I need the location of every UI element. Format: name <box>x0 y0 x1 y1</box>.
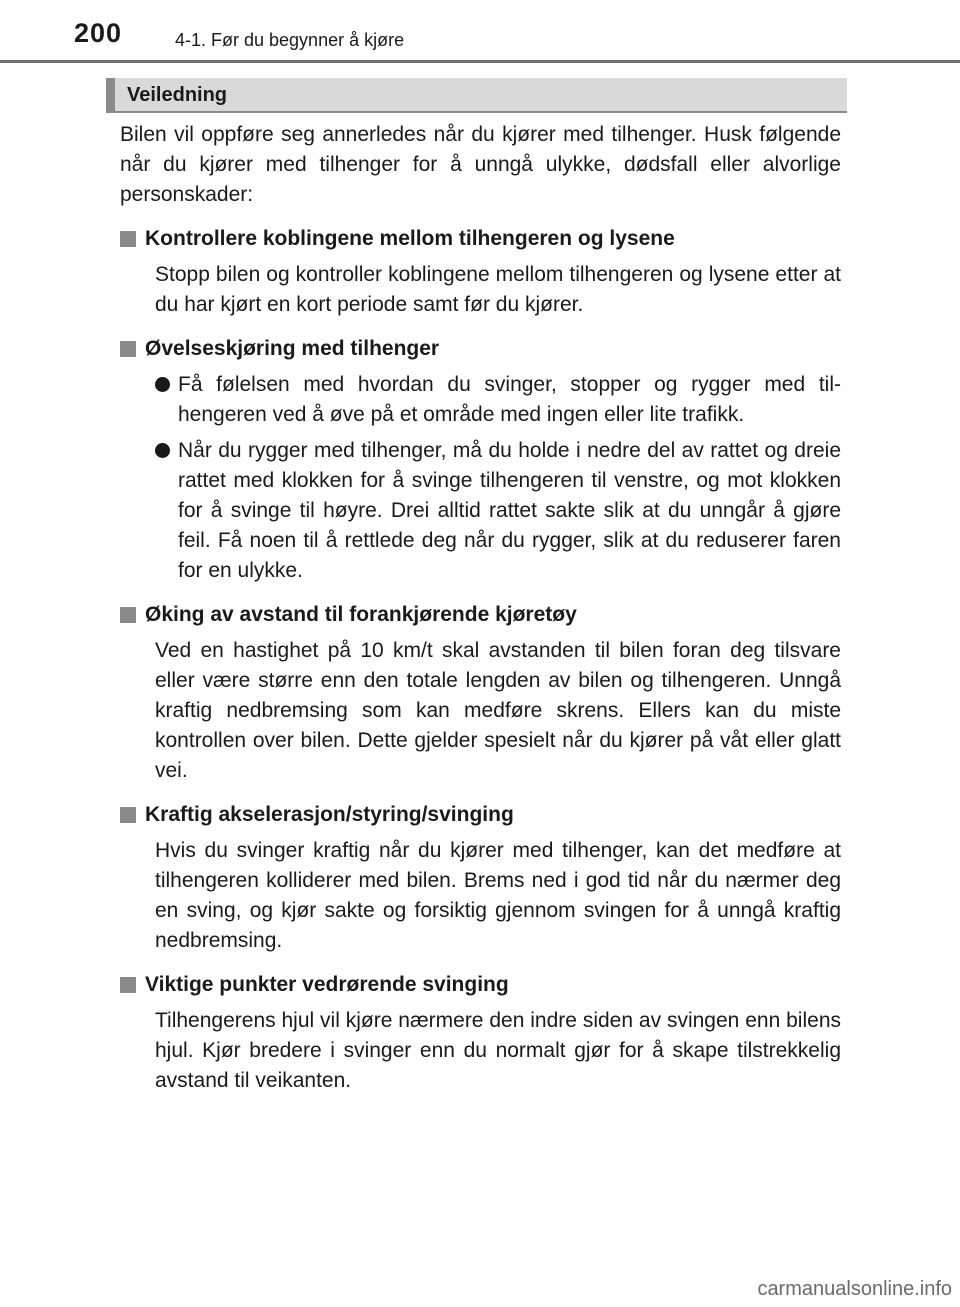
subsection-heading-text: Øvelseskjøring med tilhenger <box>145 337 440 360</box>
subsection-body: Tilhengerens hjul vil kjøre nærmere den indre siden av svingen enn bilens hjul. Kjør bredere i svinger enn du normalt gjør for å skape tilstrekkelig avstand til veikanten. <box>155 1009 841 1092</box>
list-item-text: Når du rygger med tilhenger, må du holde i nedre del av rattet og dreie rattet med klokken for å svinge tilhengeren til venstre, og mot klokken for å svinge til høyre. Drei alltid rattet sakte slik at du unngår å gjøre feil. Få noen til å rettlede deg når du rygger, slik at du reduserer faren for en ulykke. <box>178 439 841 582</box>
round-bullet-icon <box>155 443 170 458</box>
main-content <box>120 120 841 1110</box>
subsection-heading <box>120 600 841 630</box>
footer-watermark[interactable]: carmanualsonline.info <box>757 1278 952 1300</box>
subsection-heading-text: Viktige punkter vedrørende svinging <box>145 973 509 996</box>
subsection-heading-text: Øking av avstand til forankjørende kjøretøy <box>145 603 577 626</box>
subsection-heading-text: Kontrollere koblingene mellom tilhengeren og lysene <box>145 227 675 250</box>
square-bullet-icon <box>120 341 136 357</box>
page-header <box>0 0 960 64</box>
section-accent-bar <box>106 78 115 111</box>
subsection-heading <box>120 334 841 364</box>
subsection-heading <box>120 224 841 254</box>
subsection-heading <box>120 800 841 830</box>
list-item-text: Få følelsen med hvordan du svinger, stopper og rygger med tilhengeren ved å øve på et område med ingen eller lite trafikk. <box>178 373 841 426</box>
page-number: 200 <box>74 18 123 48</box>
section-title: Veiledning <box>127 84 228 106</box>
square-bullet-icon <box>120 807 136 823</box>
round-bullet-icon <box>155 377 170 392</box>
subsection-acceleration <box>120 800 841 956</box>
square-bullet-icon <box>120 231 136 247</box>
subsection-body: Ved en hastighet på 10 km/t skal avstanden til bilen foran deg tilsvare eller være større enn den totale lengden av bilen og tilhengeren. Unngå kraftig nedbremsing som kan medføre skrens. Ellers kan du miste kontrollen over bilen. Dette gjelder spesielt når du kjører på våt eller glatt vei. <box>155 639 841 782</box>
subsection-practice <box>120 334 841 586</box>
intro-paragraph: Bilen vil oppføre seg annerledes når du kjører med tilhenger. Husk følgende når du kjører med tilhenger for å unngå ulykke, dødsfall eller alvorlige personskader: <box>120 123 841 206</box>
subsection-body: Hvis du svinger kraftig når du kjører med tilhenger, kan det medføre at tilhengeren kolliderer med bilen. Brems ned i god tid når du nærmer deg en sving, og kjør sakte og forsiktig gjennom svingen for å unngå kraftig nedbremsing. <box>155 839 841 952</box>
square-bullet-icon <box>120 607 136 623</box>
list-item <box>155 436 841 586</box>
section-title-box <box>106 78 847 113</box>
square-bullet-icon <box>120 977 136 993</box>
subsection-turning <box>120 970 841 1096</box>
subsection-heading <box>120 970 841 1000</box>
subsection-distance <box>120 600 841 786</box>
subsection-body: Stopp bilen og kontroller koblingene mellom tilhengeren og lysene etter at du har kjørt en kort periode samt før du kjører. <box>155 263 841 316</box>
subsection-heading-text: Kraftig akselerasjon/styring/svinging <box>145 803 514 826</box>
header-rule <box>0 60 960 63</box>
running-title: 4-1. Før du begynner å kjøre <box>175 30 405 50</box>
subsection-connections <box>120 224 841 320</box>
list-item <box>155 370 841 430</box>
